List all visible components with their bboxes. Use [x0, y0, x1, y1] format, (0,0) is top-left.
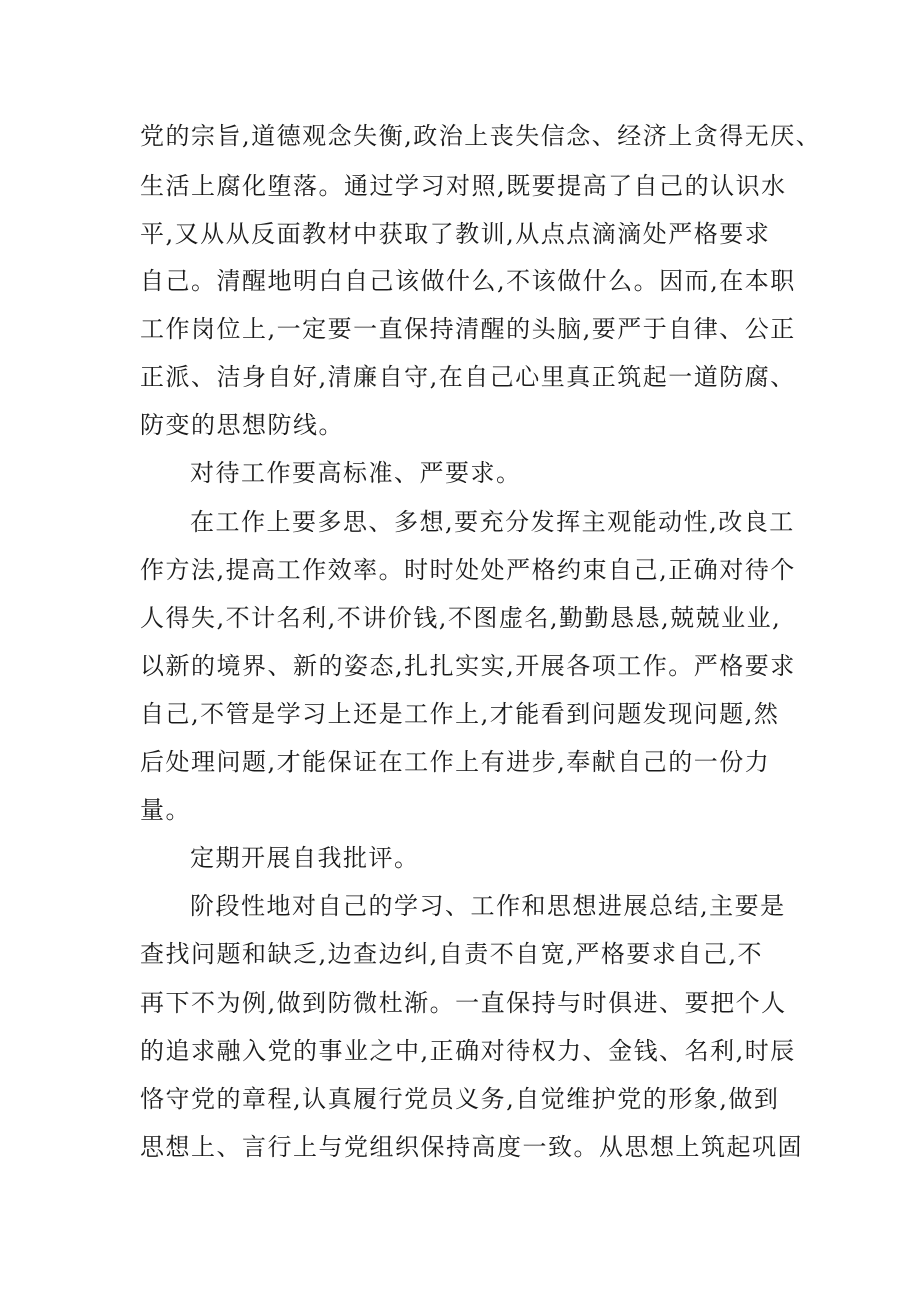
text-line: 量。	[140, 796, 191, 824]
text-line: 查找问题和缺乏,边查边纠,自责不自宽,严格要求自己,不	[140, 940, 764, 968]
text-line: 正派、洁身自好,清廉自守,在自己心里真正筑起一道防腐、	[140, 363, 796, 391]
text-line: 再下不为例,做到防微杜渐。一直保持与时俱进、要把个人	[140, 989, 787, 1017]
text-line: 作方法,提高工作效率。时时处处严格约束自己,正确对待个	[140, 556, 796, 584]
paragraph-first-line: 在工作上要多思、多想,要充分发挥主观能动性,改良工	[190, 508, 795, 536]
text-line: 人得失,不计名利,不讲价钱,不图虚名,勤勤恳恳,兢兢业业,	[140, 604, 782, 632]
text-line: 防变的思想防线。	[140, 411, 344, 439]
text-line: 平,又从从反面教材中获取了教训,从点点滴滴处严格要求	[140, 220, 771, 248]
text-line: 生活上腐化堕落。通过学习对照,既要提高了自己的认识水	[140, 172, 787, 200]
text-line: 自己,不管是学习上还是工作上,才能看到问题发现问题,然	[140, 700, 780, 728]
section-heading: 对待工作要高标准、严要求。	[190, 459, 522, 487]
text-line: 工作岗位上,一定要一直保持清醒的头脑,要严于自律、公正	[140, 315, 796, 343]
text-line: 以新的境界、新的姿态,扎扎实实,开展各项工作。严格要求	[140, 652, 796, 680]
text-line: 自己。清醒地明白自己该做什么,不该做什么。因而,在本职	[140, 267, 796, 295]
section-heading: 定期开展自我批评。	[190, 844, 420, 872]
text-line: 后处理问题,才能保证在工作上有进步,奉献自己的一份力	[140, 748, 771, 776]
text-line: 恪守党的章程,认真履行党员义务,自觉维护党的形象,做到	[140, 1085, 780, 1113]
text-line: 的追求融入党的事业之中,正确对待权力、金钱、名利,时辰	[140, 1037, 796, 1065]
text-line: 党的宗旨,道德观念失衡,政治上丧失信念、经济上贪得无厌、	[140, 122, 822, 150]
text-line: 思想上、言行上与党组织保持高度一致。从思想上筑起巩固	[140, 1133, 803, 1161]
paragraph-first-line: 阶段性地对自己的学习、工作和思想进展总结,主要是	[190, 892, 786, 920]
